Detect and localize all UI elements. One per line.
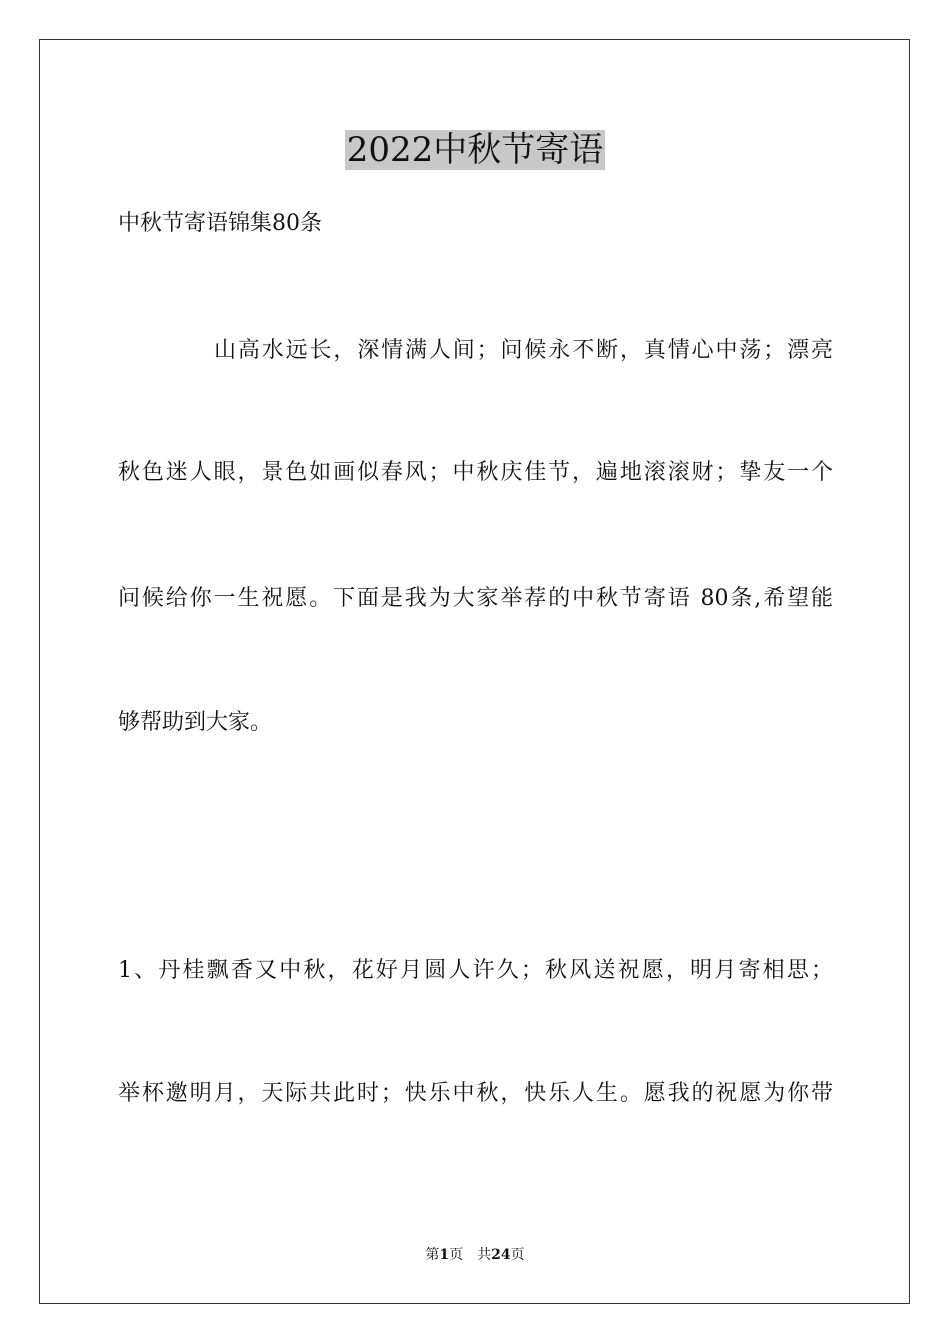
total-prefix: 共 bbox=[477, 1247, 492, 1263]
intro-line-3: 问候给你一生祝愿。下面是我为大家举荐的中秋节寄语 80条,希望能 bbox=[118, 586, 833, 611]
document-subtitle: 中秋节寄语锦集80条 bbox=[118, 211, 322, 236]
intro-line-1: 山高水远长，深情满人间；问候永不断，真情心中荡；漂亮 bbox=[214, 338, 833, 363]
item-line-1: 1、丹桂飘香又中秋，花好月圆人许久；秋风送祝愿，明月寄相思； bbox=[118, 958, 833, 983]
intro-line-2: 秋色迷人眼，景色如画似春风；中秋庆佳节，遍地滚滚财；挚友一个 bbox=[118, 460, 833, 485]
page-suffix: 页 bbox=[449, 1247, 464, 1263]
total-suffix: 页 bbox=[510, 1247, 525, 1263]
page-total: 24 bbox=[491, 1247, 511, 1263]
intro-line-4: 够帮助到大家。 bbox=[118, 710, 273, 735]
page-footer bbox=[0, 1245, 950, 1265]
item-line-2: 举杯邀明月，天际共此时；快乐中秋，快乐人生。愿我的祝愿为你带 bbox=[118, 1081, 833, 1106]
page-current: 1 bbox=[439, 1247, 450, 1263]
page-prefix: 第 bbox=[425, 1247, 440, 1263]
document-title bbox=[0, 127, 950, 173]
document-title-text: 2022中秋节寄语 bbox=[346, 130, 604, 170]
